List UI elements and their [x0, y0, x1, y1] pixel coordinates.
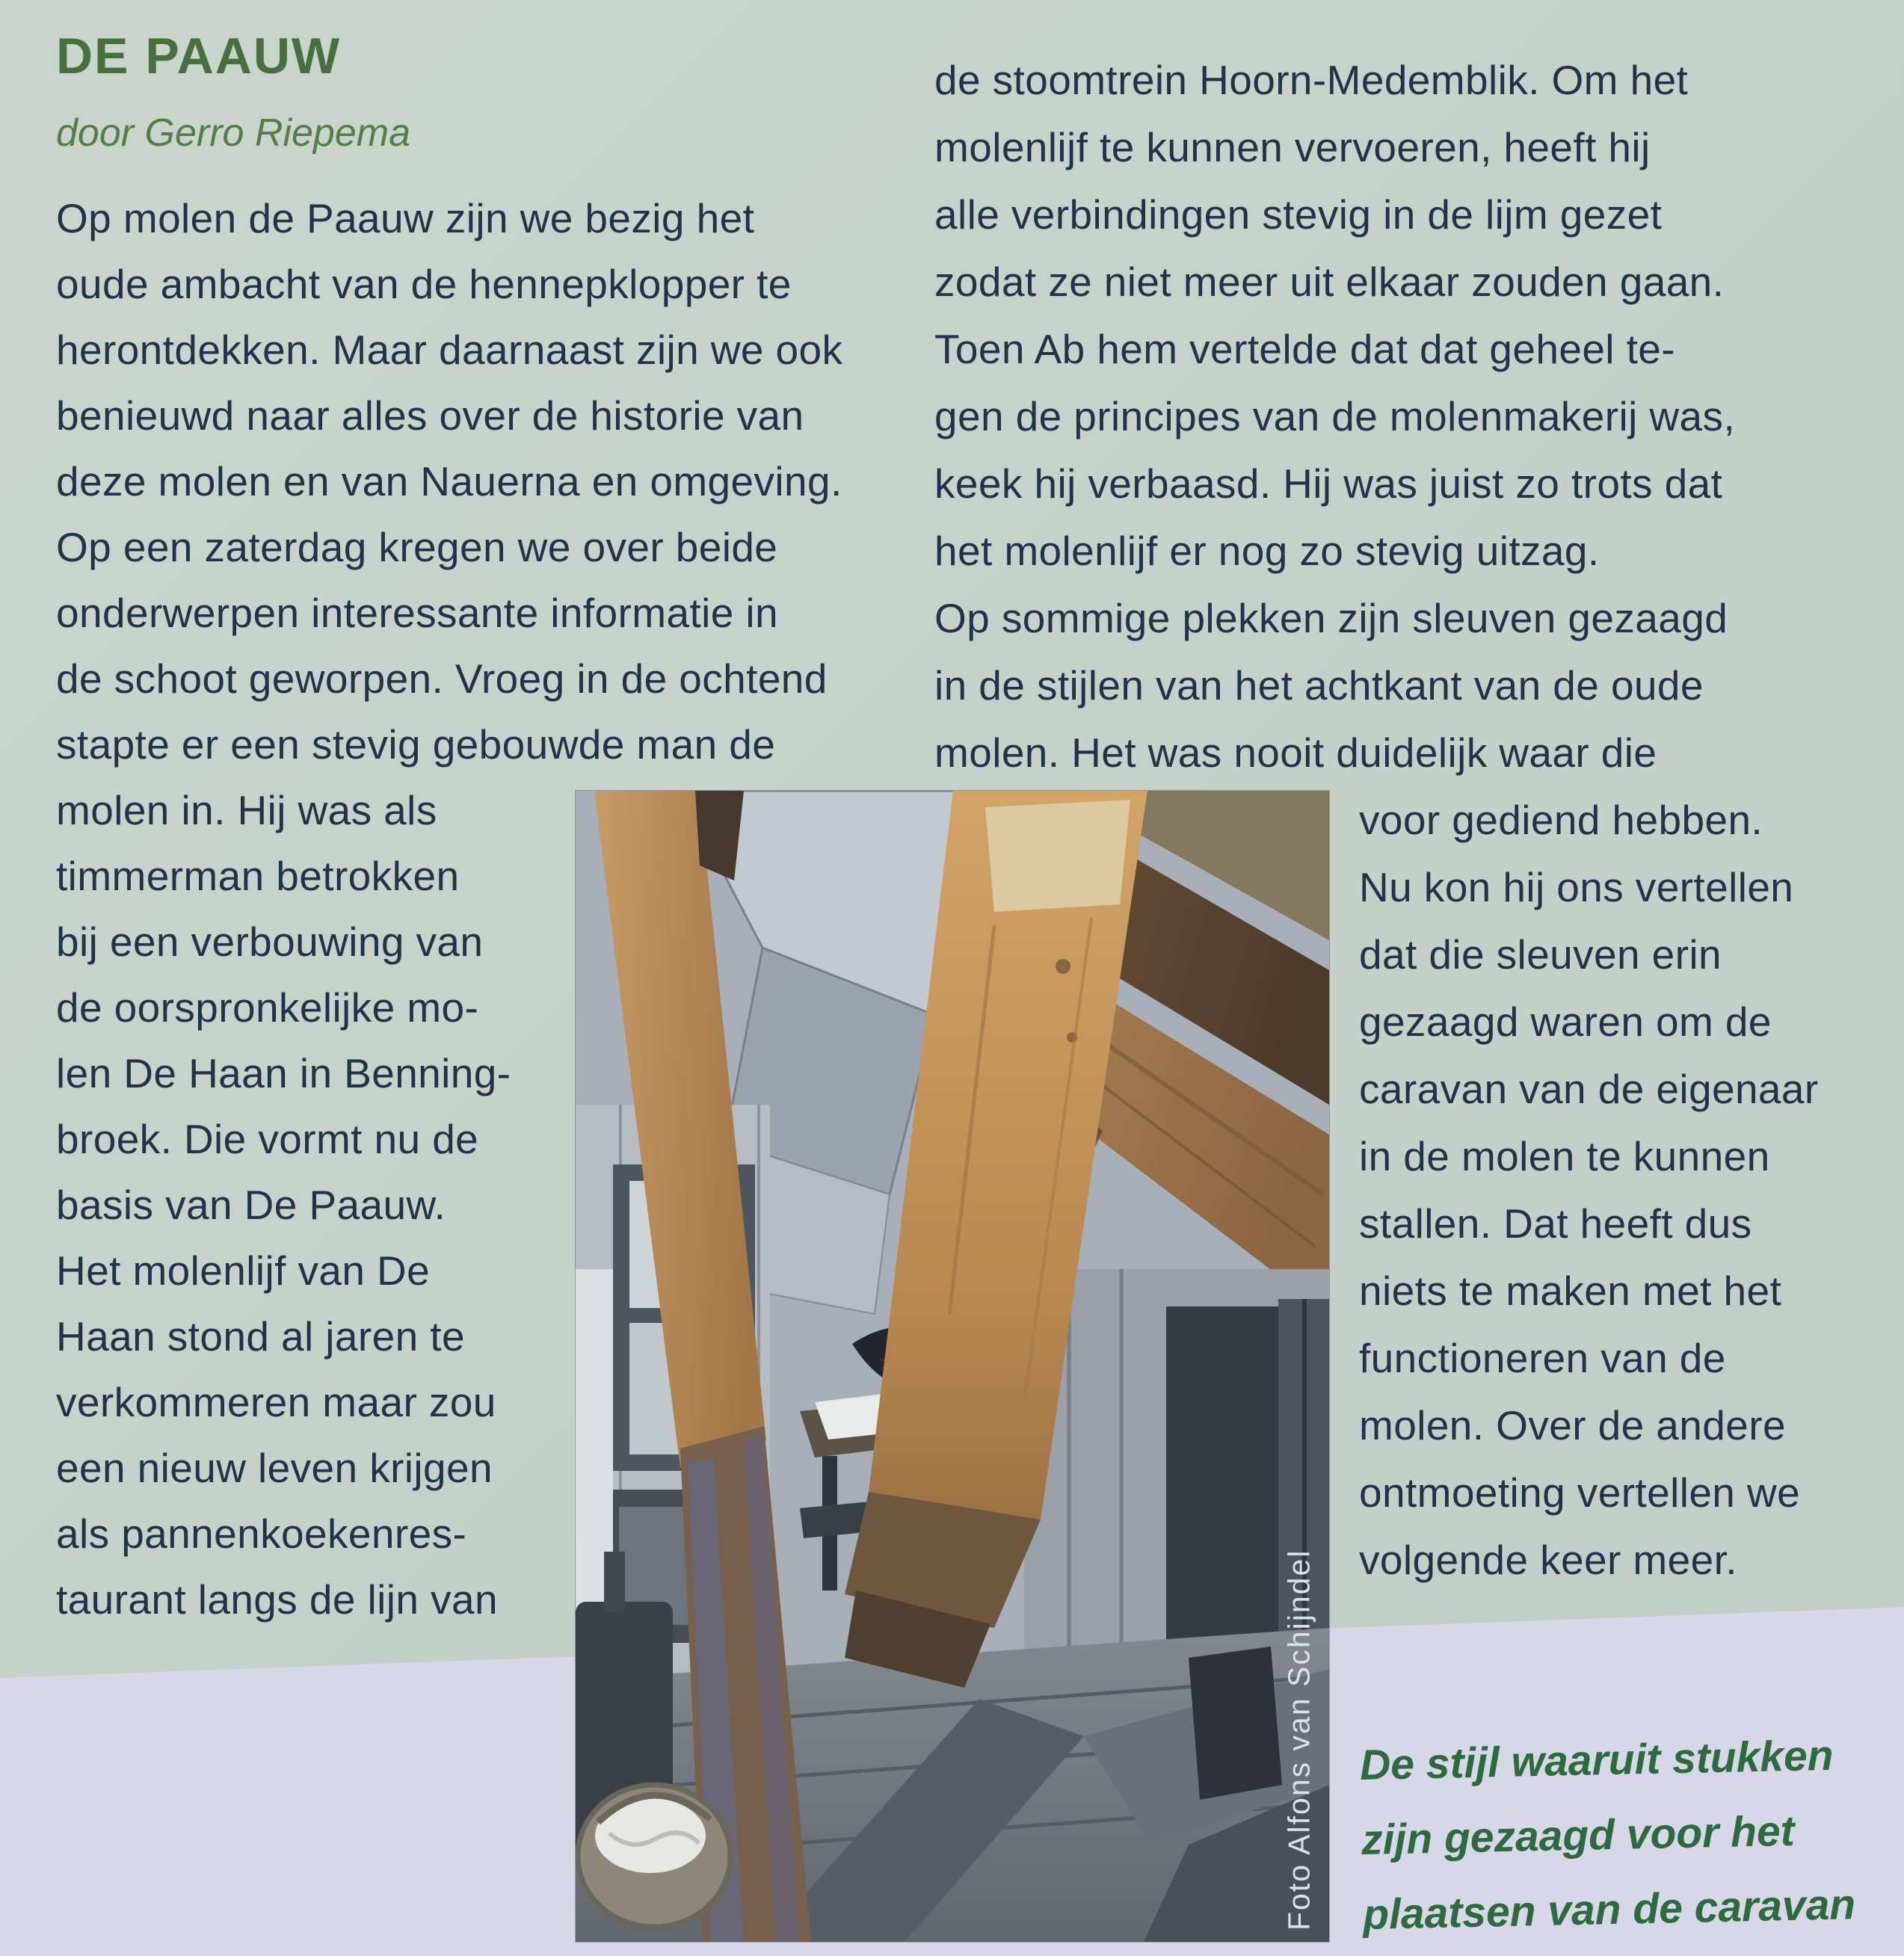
text-line: basis van De Paauw.: [56, 1182, 446, 1228]
article-byline: door Gerro Riepema: [56, 111, 410, 155]
text-line: Op een zaterdag kregen we over beide: [56, 524, 778, 570]
left-column-wide-text: [56, 185, 842, 777]
text-line: in de stijlen van het achtkant van de oude: [934, 662, 1704, 709]
text-line: bij een verbouwing van: [56, 919, 484, 965]
text-line: keek hij verbaasd. Hij was juist zo trots dat: [934, 460, 1723, 507]
text-line: molen in. Hij was als: [56, 787, 437, 833]
text-line: molen. Het was nooit duidelijk waar die: [934, 729, 1657, 776]
text-line: benieuwd naar alles over de historie van: [56, 392, 804, 439]
text-line: de oorspronkelijke mo-: [56, 984, 479, 1031]
text-line: de schoot geworpen. Vroeg in de ochtend: [56, 655, 828, 702]
photo-credit: Foto Alfons van Schijndel: [1281, 1549, 1316, 1931]
text-line: Op molen de Paauw zijn we bezig het: [56, 195, 755, 241]
text-line: verkommeren maar zou: [56, 1379, 496, 1425]
text-line: voor gediend hebben.: [1359, 797, 1763, 843]
left-column-narrow-text: [56, 777, 511, 1632]
text-line: zijn gezaagd voor het: [1361, 1807, 1796, 1864]
text-line: caravan van de eigenaar: [1359, 1066, 1819, 1112]
text-line: broek. Die vormt nu de: [56, 1116, 479, 1162]
text-line: Nu kon hij ons vertellen: [1359, 864, 1794, 910]
article-title: DE PAAUW: [56, 28, 342, 84]
text-line: molenlijf te kunnen vervoeren, heeft hij: [934, 124, 1651, 170]
text-line: alle verbindingen stevig in de lijm gezet: [934, 191, 1663, 238]
mill-beams-photo-art: [576, 791, 1329, 1942]
text-line: gen de principes van de molenmakerij was,: [934, 393, 1736, 439]
text-line: zodat ze niet meer uit elkaar zouden gaan.: [934, 259, 1725, 305]
text-line: in de molen te kunnen: [1359, 1133, 1770, 1179]
text-line: gezaagd waren om de: [1359, 999, 1772, 1045]
mill-interior-photo: [576, 791, 1329, 1942]
text-line: timmerman betrokken: [56, 853, 460, 899]
text-line: plaatsen van de caravan: [1362, 1881, 1856, 1939]
right-column-wide-text: [934, 46, 1735, 786]
text-line: onderwerpen interessante informatie in: [56, 590, 779, 636]
text-line: stapte er een stevig gebouwde man de: [56, 721, 776, 768]
text-line: het molenlijf er nog zo stevig uitzag.: [934, 528, 1600, 574]
text-line: molen. Over de andere: [1359, 1402, 1786, 1449]
text-line: herontdekken. Maar daarnaast zijn we ook: [56, 327, 843, 373]
text-line: Haan stond al jaren te: [56, 1313, 465, 1360]
text-line: De stijl waaruit stukken: [1359, 1731, 1834, 1789]
text-line: Het molenlijf van De: [56, 1247, 431, 1294]
text-line: de stoomtrein Hoorn-Medemblik. Om het: [934, 57, 1689, 103]
text-line: een nieuw leven krijgen: [56, 1445, 493, 1491]
text-line: Toen Ab hem vertelde dat dat geheel te-: [934, 326, 1675, 372]
text-line: oude ambacht van de hennepklopper te: [56, 261, 792, 307]
text-line: len De Haan in Benning-: [56, 1050, 511, 1096]
photo-caption: [1359, 1718, 1856, 1952]
text-line: als pannenkoekenres-: [56, 1511, 467, 1557]
text-line: taurant langs de lijn van: [56, 1576, 498, 1623]
text-line: volgende keer meer.: [1359, 1537, 1737, 1583]
right-column-narrow-text: [1359, 786, 1819, 1594]
text-line: deze molen en van Nauerna en omgeving.: [56, 458, 842, 505]
text-line: Op sommige plekken zijn sleuven gezaagd: [934, 595, 1728, 641]
text-line: stallen. Dat heeft dus: [1359, 1200, 1752, 1247]
text-line: ontmoeting vertellen we: [1359, 1469, 1801, 1516]
text-line: niets te maken met het: [1359, 1268, 1782, 1314]
text-line: functioneren van de: [1359, 1335, 1726, 1381]
text-line: dat die sleuven erin: [1359, 931, 1722, 978]
